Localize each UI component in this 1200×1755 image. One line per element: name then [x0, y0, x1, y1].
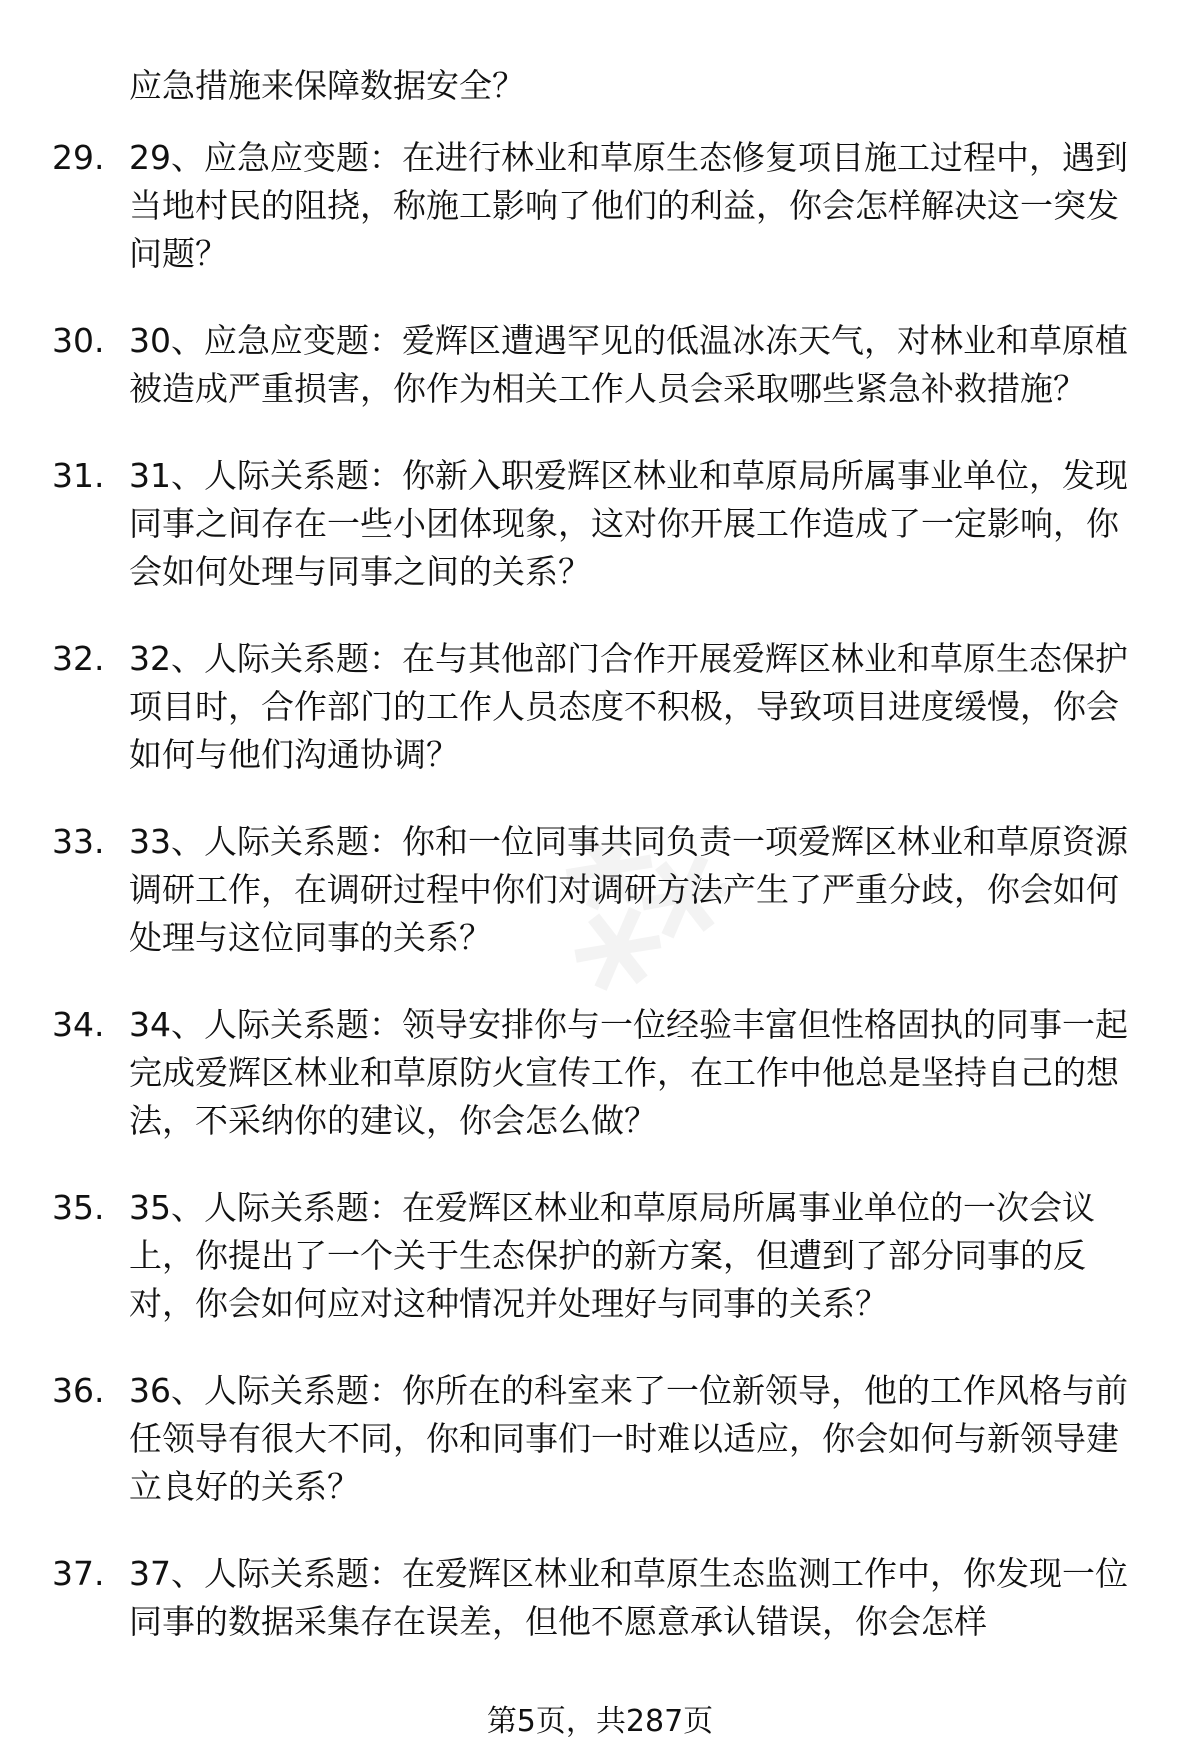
question-text: 34、人际关系题：领导安排你与一位经验丰富但性格固执的同事一起完成爱辉区林业和草原防火宣传工作，在工作中他总是坚持自己的想法，不采纳你的建议，你会怎么做？ — [129, 1005, 1128, 1140]
list-item — [52, 1550, 1152, 1646]
question-text: 37、人际关系题：在爱辉区林业和草原生态监测工作中，你发现一位同事的数据采集存在误差，但他不愿意承认错误，你会怎样 — [129, 1554, 1128, 1641]
question-number: 32. — [52, 639, 105, 678]
question-text: 32、人际关系题：在与其他部门合作开展爱辉区林业和草原生态保护项目时，合作部门的工作人员态度不积极，导致项目进度缓慢，你会如何与他们沟通协调？ — [129, 639, 1128, 774]
question-text: 33、人际关系题：你和一位同事共同负责一项爱辉区林业和草原资源调研工作，在调研过程中你们对调研方法产生了严重分歧，你会如何处理与这位同事的关系？ — [129, 822, 1128, 957]
list-item — [52, 1001, 1152, 1145]
continuation-text: 应急措施来保障数据安全？ — [129, 66, 525, 105]
list-item — [52, 818, 1152, 962]
list-item — [52, 452, 1152, 596]
question-number: 29. — [52, 138, 105, 177]
question-list — [52, 134, 1152, 1685]
list-item — [52, 317, 1152, 413]
list-item — [52, 134, 1152, 278]
question-number: 30. — [52, 321, 105, 360]
question-number: 36. — [52, 1371, 105, 1410]
list-item — [52, 1184, 1152, 1328]
page-footer: 第5页，共287页 — [486, 1704, 714, 1739]
question-text: 30、应急应变题：爱辉区遭遇罕见的低温冰冻天气，对林业和草原植被造成严重损害，你作为相关工作人员会采取哪些紧急补救措施？ — [129, 321, 1128, 408]
question-number: 31. — [52, 456, 105, 495]
question-text: 29、应急应变题：在进行林业和草原生态修复项目施工过程中，遇到当地村民的阻挠，称施工影响了他们的利益，你会怎样解决这一突发问题？ — [129, 138, 1128, 273]
question-number: 33. — [52, 822, 105, 861]
question-number: 37. — [52, 1554, 105, 1593]
question-text: 36、人际关系题：你所在的科室来了一位新领导，他的工作风格与前任领导有很大不同，你和同事们一时难以适应，你会如何与新领导建立良好的关系？ — [129, 1371, 1128, 1506]
question-number: 34. — [52, 1005, 105, 1044]
question-number: 35. — [52, 1188, 105, 1227]
question-text: 35、人际关系题：在爱辉区林业和草原局所属事业单位的一次会议上，你提出了一个关于生态保护的新方案，但遭到了部分同事的反对，你会如何应对这种情况并处理好与同事的关系？ — [129, 1188, 1095, 1323]
list-item — [52, 1367, 1152, 1511]
question-text: 31、人际关系题：你新入职爱辉区林业和草原局所属事业单位，发现同事之间存在一些小团体现象，这对你开展工作造成了一定影响，你会如何处理与同事之间的关系？ — [129, 456, 1128, 591]
list-item — [52, 635, 1152, 779]
